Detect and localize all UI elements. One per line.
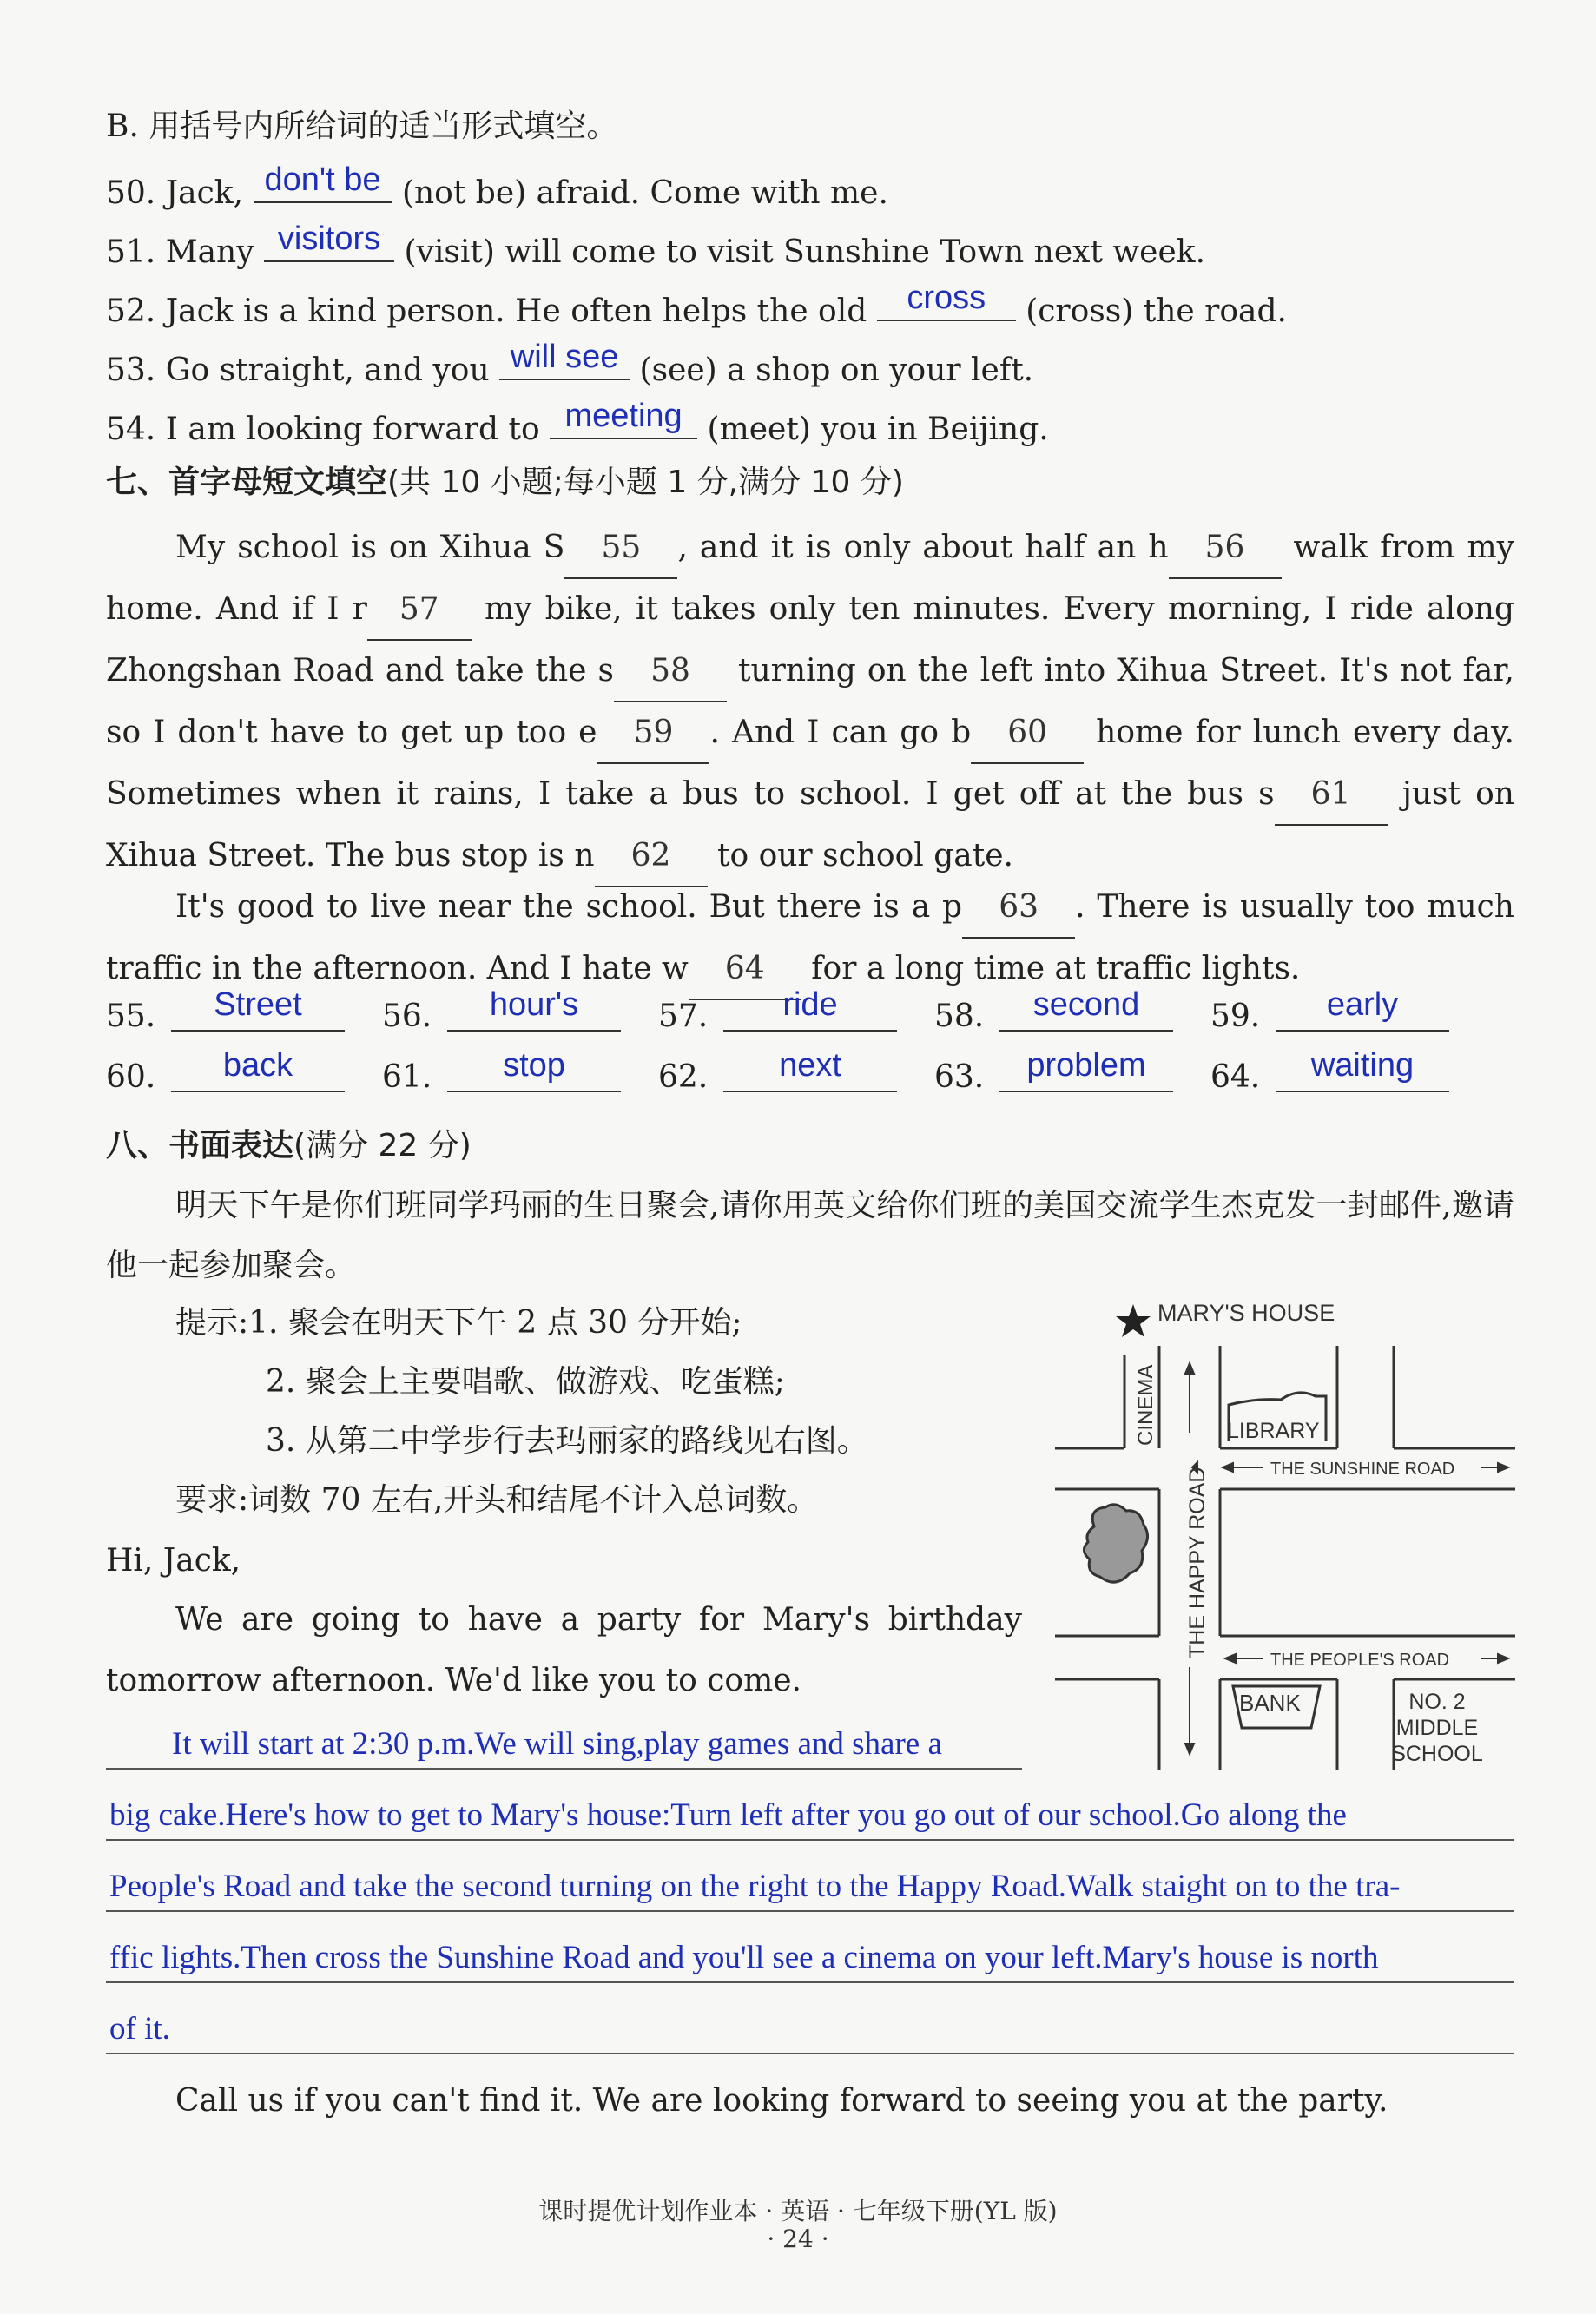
arrow-right-icon xyxy=(1498,1654,1508,1663)
cloze-blank-58: 58 xyxy=(614,641,727,702)
map-label-sunshine-road: THE SUNSHINE ROAD xyxy=(1270,1460,1455,1479)
section-title-text: 八、书面表达 xyxy=(106,1128,294,1164)
cloze-blank-61: 61 xyxy=(1275,764,1388,826)
writing-line[interactable] xyxy=(106,1933,1514,1983)
key-55: 55. Street xyxy=(106,999,155,1034)
key-answer[interactable]: ride xyxy=(723,986,897,1032)
pond-icon xyxy=(1084,1505,1147,1582)
section-7-title xyxy=(106,467,904,498)
given-sentence-2: tomorrow afternoon. We'd like you to come. xyxy=(106,1663,801,1698)
key-answer[interactable]: stop xyxy=(447,1047,621,1092)
key-61: 61. stop xyxy=(382,1059,432,1095)
key-answer[interactable]: back xyxy=(171,1047,345,1092)
question-52 xyxy=(106,280,1287,329)
answer-text: visitors xyxy=(277,221,381,257)
key-answer[interactable]: hour's xyxy=(447,986,621,1032)
q-text: Jack, xyxy=(165,175,244,211)
key-56: 56. hour's xyxy=(382,999,432,1034)
question-51 xyxy=(106,221,1206,270)
map-label-marys-house: MARY'S HOUSE xyxy=(1157,1300,1335,1326)
footer-book-title: 课时提优计划作业本 · 英语 · 七年级下册(YL 版) xyxy=(538,2197,1058,2225)
key-answer[interactable]: next xyxy=(723,1047,897,1092)
answer-blank[interactable] xyxy=(254,162,392,203)
q-text: Many xyxy=(165,234,254,270)
section-note: (满分 22 分) xyxy=(293,1128,472,1164)
cloze-paragraph-2: It's good to live near the school. But there is a p63. There is usually too much traffic in the afternoon. And I hate w64 for a long time at traffic lights. xyxy=(106,877,1514,1000)
cloze-blank-63: 63 xyxy=(962,877,1075,939)
map-label-school-1: NO. 2 xyxy=(1408,1690,1466,1714)
map-label-school-3: SCHOOL xyxy=(1391,1742,1483,1766)
section-note: (共 10 小题;每小题 1 分,满分 10 分) xyxy=(387,465,904,500)
closing-sentence: Call us if you can't find it. We are looking forward to seeing you at the party. xyxy=(175,2083,1388,2119)
q-number: 51. xyxy=(106,234,156,270)
writing-answer-text: big cake.Here's how to get to Mary's house:Turn left after you go out of our school.Go along the xyxy=(109,1797,1347,1833)
question-54 xyxy=(106,398,1049,447)
answer-text: cross xyxy=(907,280,986,316)
greeting: Hi, Jack, xyxy=(106,1543,241,1579)
answer-text: will see xyxy=(510,339,619,375)
q-number: 53. xyxy=(106,353,156,388)
q-number: 50. xyxy=(106,175,156,211)
q-text: (cross) the road. xyxy=(1026,293,1287,329)
q-number: 54. xyxy=(106,412,156,447)
q-number: 52. xyxy=(106,293,156,329)
key-60: 60. back xyxy=(106,1059,155,1095)
star-icon xyxy=(1116,1304,1151,1337)
cloze-blank-55: 55 xyxy=(564,518,677,579)
page-number: · 24 · xyxy=(767,2225,829,2253)
writing-answer-text: It will start at 2:30 p.m.We will sing,play games and share a xyxy=(172,1726,942,1762)
q-text: (see) a shop on your left. xyxy=(639,353,1034,388)
q-text: (not be) afraid. Come with me. xyxy=(401,175,888,211)
tip-1: 提示:1. 聚会在明天下午 2 点 30 分开始; xyxy=(175,1305,742,1341)
map-label-bank: BANK xyxy=(1239,1690,1301,1716)
cloze-paragraph-1: My school is on Xihua S55, and it is only about half an h56 walk from my home. And if I r57 my bike, it takes only ten minutes. Every morning, I ride along Zhongshan Road and take the s58 turning on the left into Xihua Street. It's not far, so I don't have to get up too e59. And I can go b60 home for lunch every day. Sometimes when it rains, I take a bus to school. I get off at the bus s61 just on Xihua Street. The bus stop is n62 to our school gate. xyxy=(106,518,1514,887)
answer-blank[interactable] xyxy=(550,398,697,439)
key-answer[interactable]: second xyxy=(999,986,1173,1032)
writing-prompt: 明天下午是你们班同学玛丽的生日聚会,请你用英文给你们班的美国交流学生杰克发一封邮件,邀请他一起参加聚会。 xyxy=(106,1188,1514,1283)
writing-answer-text: ffic lights.Then cross the Sunshine Road and you'll see a cinema on your left.Mary's house is north xyxy=(109,1940,1379,1975)
q-text: I am looking forward to xyxy=(165,412,540,447)
arrow-left-icon xyxy=(1223,1463,1233,1472)
arrow-down-icon xyxy=(1185,1744,1194,1754)
answer-blank[interactable] xyxy=(499,339,630,380)
cloze-blank-59: 59 xyxy=(597,702,709,764)
tip-3: 3. 从第二中学步行去玛丽家的路线见右图。 xyxy=(266,1423,868,1459)
map-label-happy-road: THE HAPPY ROAD xyxy=(1185,1467,1210,1658)
key-58: 58. second xyxy=(934,999,984,1034)
key-63: 63. problem xyxy=(934,1059,984,1095)
key-answer[interactable]: waiting xyxy=(1276,1047,1449,1092)
route-map xyxy=(1055,1294,1524,1780)
key-answer[interactable]: early xyxy=(1276,986,1449,1032)
map-label-cinema: CINEMA xyxy=(1134,1364,1157,1446)
answer-blank[interactable] xyxy=(264,221,394,262)
key-57: 57. ride xyxy=(658,999,708,1034)
key-answer[interactable]: Street xyxy=(171,986,345,1032)
writing-answer-text: of it. xyxy=(109,2011,170,2047)
question-50 xyxy=(106,162,888,211)
writing-line[interactable] xyxy=(106,1719,1022,1770)
answer-blank[interactable] xyxy=(877,280,1016,321)
section-title-text: 七、首字母短文填空 xyxy=(106,465,388,500)
map-label-school-2: MIDDLE xyxy=(1395,1716,1479,1740)
arrow-up-icon xyxy=(1185,1363,1194,1374)
writing-answer-text: People's Road and take the second turning on the right to the Happy Road.Walk staight on to the tra- xyxy=(109,1869,1401,1904)
q-text: (visit) will come to visit Sunshine Town next week. xyxy=(404,234,1206,270)
tip-2: 2. 聚会上主要唱歌、做游戏、吃蛋糕; xyxy=(266,1364,785,1400)
question-53 xyxy=(106,339,1034,388)
q-text: (meet) you in Beijing. xyxy=(707,412,1049,447)
arrow-right-icon xyxy=(1498,1463,1508,1472)
section-b-heading: B. 用括号内所给词的适当形式填空。 xyxy=(106,109,618,144)
given-sentence-1: We are going to have a party for Mary's birthday xyxy=(175,1602,1022,1638)
key-62: 62. next xyxy=(658,1059,708,1095)
q-text: Go straight, and you xyxy=(165,353,490,388)
cloze-blank-60: 60 xyxy=(971,702,1084,764)
key-answer[interactable]: problem xyxy=(999,1047,1173,1092)
writing-line[interactable] xyxy=(106,2004,1514,2054)
writing-line[interactable] xyxy=(106,1862,1514,1912)
answer-text: meeting xyxy=(564,398,683,434)
cloze-blank-62: 62 xyxy=(595,826,708,887)
requirement: 要求:词数 70 左右,开头和结尾不计入总词数。 xyxy=(175,1482,819,1518)
writing-line[interactable] xyxy=(106,1790,1514,1841)
map-label-peoples-road: THE PEOPLE'S ROAD xyxy=(1270,1651,1450,1670)
answer-text: don't be xyxy=(264,162,381,198)
q-text: Jack is a kind person. He often helps the old xyxy=(165,293,867,329)
map-label-library: LIBRARY xyxy=(1227,1419,1320,1443)
cloze-blank-56: 56 xyxy=(1169,518,1282,579)
key-59: 59. early xyxy=(1210,999,1260,1034)
key-64: 64. waiting xyxy=(1210,1059,1260,1095)
cloze-blank-64: 64 xyxy=(689,939,801,1000)
section-8-title xyxy=(106,1128,472,1164)
arrow-left-icon xyxy=(1225,1654,1236,1663)
cloze-blank-57: 57 xyxy=(367,579,472,641)
